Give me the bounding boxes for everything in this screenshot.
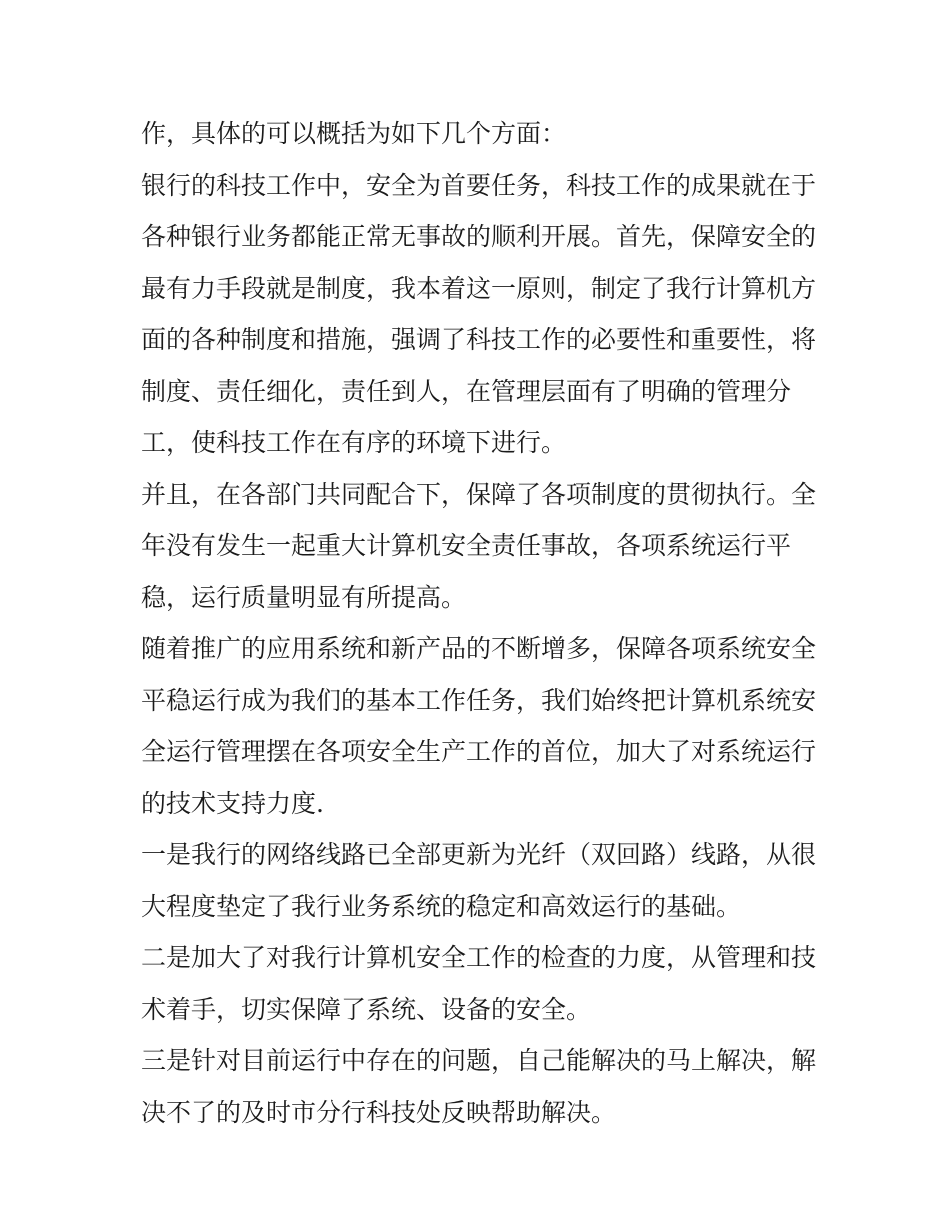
text-line: 工，使科技工作在有序的环境下进行。 — [141, 428, 567, 457]
text-line: 最有力手段就是制度，我本着这一原则，制定了我行计算机方 — [141, 273, 817, 303]
text-line: 三是针对目前运行中存在的问题，自己能解决的马上解决，解 — [141, 1046, 817, 1075]
text-line: 一是我行的网络线路已全部更新为光纤（双回路）线路，从很 — [141, 840, 817, 869]
text-line: 银行的科技工作中，安全为首要任务，科技工作的成果就在于 — [141, 170, 817, 200]
text-line: 各种银行业务都能正常无事故的顺利开展。首先，保障安全的 — [141, 222, 817, 251]
text-line: 平稳运行成为我们的基本工作任务，我们始终把计算机系统安 — [141, 685, 817, 715]
text-line: 作，具体的可以概括为如下几个方面： — [141, 119, 567, 148]
text-line: 的技术支持力度. — [141, 788, 324, 818]
text-line: 并且，在各部门共同配合下，保障了各项制度的贯彻执行。全 — [141, 479, 817, 509]
text-line: 随着推广的应用系统和新产品的不断增多，保障各项系统安全 — [141, 634, 817, 663]
text-line: 决不了的及时市分行科技处反映帮助解决。 — [141, 1097, 617, 1127]
text-line: 全运行管理摆在各项安全生产工作的首位，加大了对系统运行 — [141, 737, 817, 766]
document-body — [141, 108, 821, 1138]
text-line: 二是加大了对我行计算机安全工作的检查的力度，从管理和技 — [141, 943, 817, 972]
text-line: 大程度垫定了我行业务系统的稳定和高效运行的基础。 — [141, 891, 742, 921]
text-line: 术着手，切实保障了系统、设备的安全。 — [141, 994, 592, 1024]
text-line: 年没有发生一起重大计算机安全责任事故，各项系统运行平 — [141, 531, 792, 560]
text-line: 制度、责任细化，责任到人，在管理层面有了明确的管理分 — [141, 376, 792, 406]
text-line: 稳，运行质量明显有所提高。 — [141, 582, 467, 612]
text-line: 面的各种制度和措施，强调了科技工作的必要性和重要性，将 — [141, 325, 817, 354]
